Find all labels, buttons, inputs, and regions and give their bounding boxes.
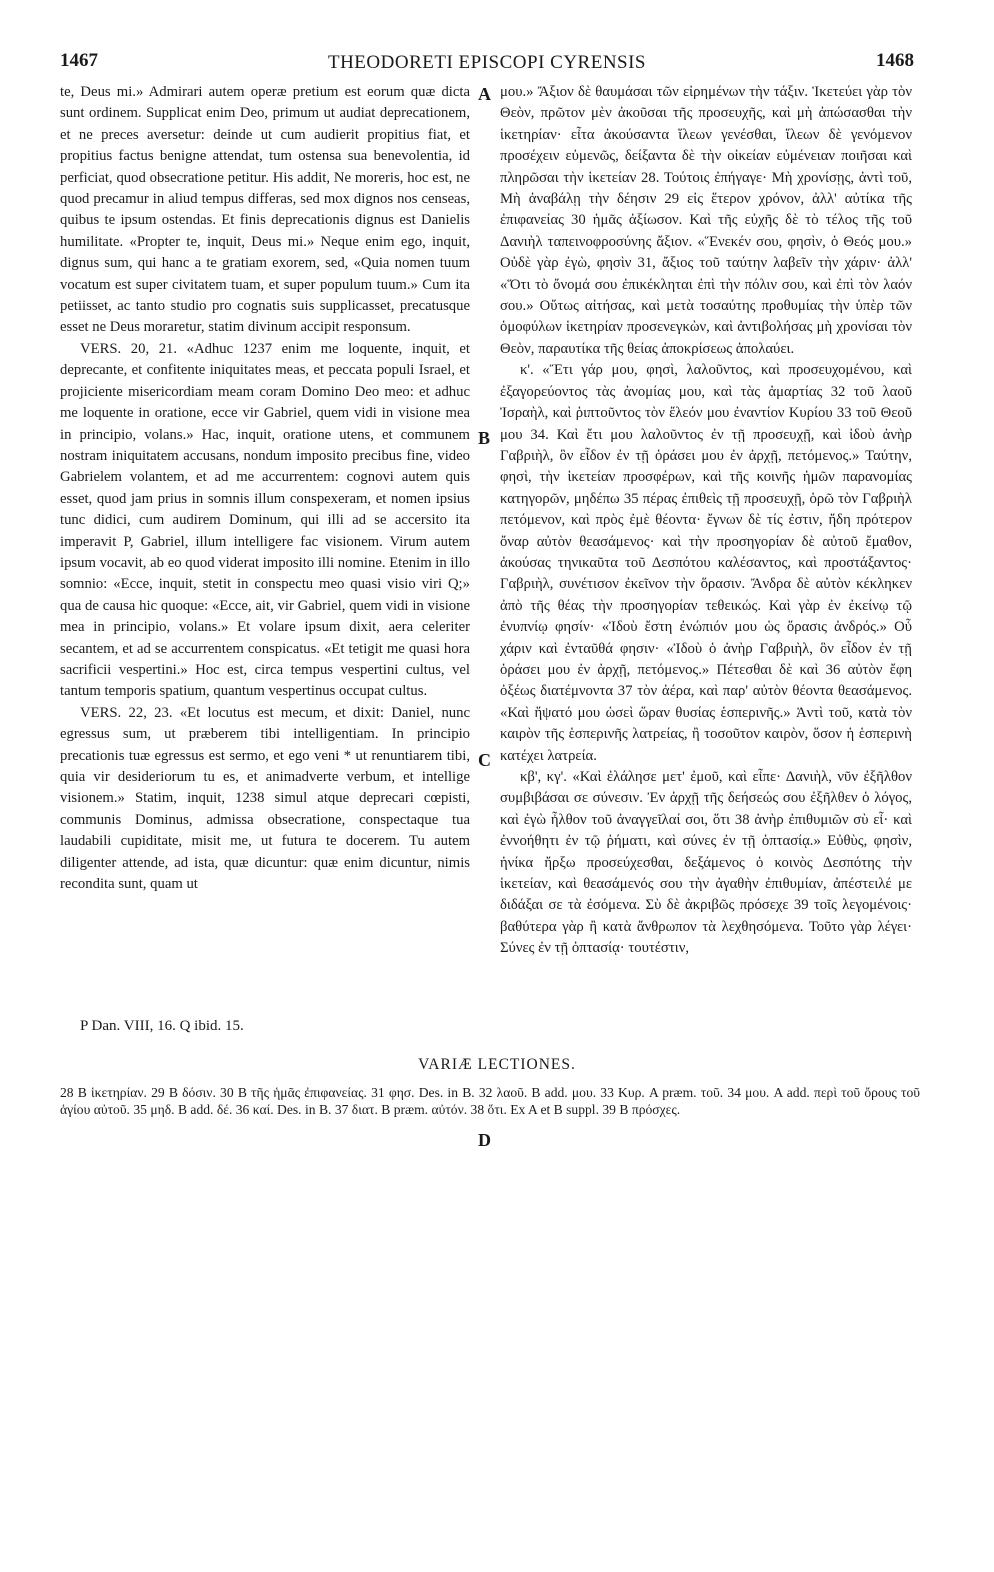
latin-paragraph: VERS. 22, 23. «Et locutus est mecum, et dixit: Daniel, nunc egressus sum, ut præberem tibi intelligentiam. In principio precationis tuæ egressus est sermo, et ego veni * ut renuntiarem tibi, quia vir desideriorum tu es, et animadverte verbum, et intellige visionem.» Statim, inquit, 1238 simul atque deprecari cœpisti, communis Dominus, admissa obsecratione, conspectaque tua laudabili cupiditate, misit me, ut futura te docerem. Tu autem diligenter attende, ad ista, quæ dicuntur: quæ enim dicuntur, nimis recondita sunt, quam ut xyxy=(60,704,470,893)
margin-mark-b: B xyxy=(478,428,491,448)
page-header xyxy=(60,50,914,80)
margin-mark-a: A xyxy=(478,84,491,104)
greek-paragraph: κ'. «Ἔτι γάρ μου, φησὶ, λαλοῦντος, καὶ προσευχομένου, καὶ ἐξαγορεύοντος τὰς ἀνομίας μου, καὶ τὰς ἁμαρτίας 32 τοῦ λαοῦ Ἰσραὴλ, καὶ ῥιπτοῦντος τὸν ἔλεόν μου ἐναντίον Κυρίου 33 τοῦ Θεοῦ μου 34. Καὶ ἔτι μου λαλοῦντος ἐν τῇ προσευχῇ, καὶ ἰδοὺ ἀνὴρ Γαβριὴλ, ὃν εἶδον ἐν τῇ ὁράσει μου ἐν ἀρχῇ, πετόμενος.» Ταύτην, φησὶ, τὴν ἱκετείαν προσφέρων, καὶ τῆς κοινῆς ἡμῶν παρανομίας κατηγορῶν, μηδέπω 35 πέρας ἐπιθεὶς τῇ προσευχῇ, ὁρῶ τὸν Γαβριὴλ πετόμενον, καὶ πρὸς ἐμὲ θέοντα· ἔγνων δὲ τίς ἐστιν, ἤδη πρότερον ὄναρ αὐτὸν θεασάμενος· καὶ τὴν προσηγορίαν δὲ αὐτοῦ ἔμαθον, ἀκούσας τηνικαῦτα τοῦ Δεσπότου καλέσαντος, καὶ προστάξαντος· Γαβριὴλ, συνέτισον ἐκεῖνον τὴν ὅρασιν. Ἄνδρα δὲ αὐτὸν κέκληκεν ἀπὸ τῆς θέας τὴν προσηγορίαν τεθεικώς. Καὶ γὰρ ἐν ἐκείνῳ τῷ ἐνυπνίῳ φησίν· «Ἰδοὺ ἔστη ἐνώπιόν μου ὡς ὅρασις ἀνδρός.» Οὗ χάριν καὶ ἐνταῦθά φησιν· «Ἰδοὺ ὁ ἀνὴρ Γαβριὴλ, ὃν εἶδον ἐν τῇ ὁράσει μου ἐν ἀρχῇ, πετόμενος.» Πέτεσθαι δὲ καὶ 36 αὐτὸν ἔφη ὀξέως διατέμνοντα 37 τὸν ἀέρα, καὶ παρ' αὐτὸν θέοντα θεασάμενος. «Καὶ ἥψατό μου ὡσεὶ ὥραν θυσίας ἑσπερινῆς.» Ἀντὶ τοῦ, κατὰ τὸν καιρὸν τῆς ἑσπερινῆς λατρείας, ἢ τοσοῦτον καιρὸν, ὅσον ἡ ἑσπερινὴ κατέχει λατρεία. xyxy=(500,362,912,764)
page-number-left: 1467 xyxy=(60,50,98,71)
footnote: P Dan. VIII, 16. Q ibid. 15. xyxy=(80,1018,244,1034)
latin-column xyxy=(60,82,470,1002)
margin-mark-d: D xyxy=(478,1130,491,1150)
greek-paragraph: κβ', κγ'. «Καὶ ἐλάλησε μετ' ἐμοῦ, καὶ εἶπε· Δανιὴλ, νῦν ἐξῆλθον συμβιβάσαι σε σύνεσιν. Ἐν ἀρχῇ τῆς δεήσεώς σου ἐξῆλθεν ὁ λόγος, καὶ ἐγὼ ἦλθον τοῦ ἀναγγεῖλαί σοι, ὅτι 38 ἀνὴρ ἐπιθυμιῶν σὺ εἶ· καὶ ἐννοήθητι ἐν τῷ ῥήματι, καὶ σύνες ἐν τῇ ὀπτασίᾳ.» Εὐθὺς, φησὶν, ἡνίκα ἤρξω προσεύχεσθαι, δεξάμενος ὁ κοινὸς Δεσπότης τὴν ἱκετείαν, καὶ θεασάμενός σου τὴν ἀγαθὴν ἐπιθυμίαν, ἀπέστειλέ με διδάξαι σε τὰ ἐσόμενα. Σὺ δὲ ἀκριβῶς πρόσεχε 39 τοῖς λεγομένοις· βαθύτερα γὰρ ἢ κατὰ ἄνθρωπον τὰ λεχθησόμενα. Τοῦτο γὰρ λέγει· Σύνες ἐν τῇ ὀπτασίᾳ· τουτέστιν, xyxy=(500,769,912,957)
greek-column xyxy=(500,82,912,1002)
greek-paragraph: μου.» Ἄξιον δὲ θαυμάσαι τῶν εἰρημένων τὴν τάξιν. Ἱκετεύει γὰρ τὸν Θεὸν, πρῶτον μὲν ἀκοῦσαι τῆς προσευχῆς, καὶ μὴ ἀπώσασθαι τὴν ἱκετηρίαν· εἶτα ἀκούσαντα ἵλεων γενέσθαι, ἵλεων δὲ γενόμενον προσέχειν εὐμενῶς, δείξαντα δὲ τὴν οἰκείαν εὐμένειαν ποιῆσαι καὶ πληρῶσαι τὴν ἱκετείαν 28. Τούτοις ἐπήγαγε· Μὴ χρονίσῃς, ἀντὶ τοῦ, Μὴ ἀναβάλῃ τὴν δέησιν 29 εἰς ἕτερον χρόνον, ἀλλ' αὐτίκα τῆς ἐπιφανείας 30 ἡμᾶς ἀξίωσον. Καὶ τῆς εὐχῆς δὲ τὸ τέλος τῆς τοῦ Δανιὴλ ταπεινοφροσύνης ἄξιον. «Ἕνεκέν σου, φησὶν, ὁ Θεός μου.» Οὐδὲ γὰρ ἐγὼ, φησὶν 31, ἄξιος τοῦ ταύτην λαβεῖν τὴν χάριν· ἀλλ' «Ὅτι τὸ ὄνομά σου ἐπικέκληται ἐπὶ τὴν πόλιν σου, καὶ ἐπὶ τὸν λαόν σου.» Οὕτως αἰτήσας, καὶ μετὰ τοσαύτης προθυμίας τὴν ὑπὲρ τῶν ὁμοφύλων ἱκετηρίαν προσενεγκὼν, καὶ ἀντιβολήσας μὴ χρονίσαι τὸν Θεὸν, παραυτίκα τῆς θείας ἀποκρίσεως ἀπολαύει. xyxy=(500,84,912,357)
latin-paragraph: te, Deus mi.» Admirari autem operæ pretium est eorum quæ dicta sunt ordinem. Supplicat enim Deo, primum ut audiat deprecationem, et ne preces aversetur: deinde ut cum audierit propitius fiat, et propitius factus benigne attendat, tum ostensa sua benevolentia, id perficiat, quod obsecratione petitur. His addit, Ne moreris, hoc est, ne quod precamur in aliud tempus differas, sed mox dignos nos censeas, quibus te ipsum ostendas. Et finis deprecationis dignus est Danielis humilitate. «Propter te, inquit, Deus mi.» Neque enim ego, inquit, dignus sum, qui hanc a te gratiam exorem, sed, «Quia nomen tuum vocatum est super civitatem tuam, et super populum tuum.» Cum ita petiisset, ac tanto studio pro cognatis suis supplicasset, precatusque esset ne Deus moraretur, statim divinum accipit responsum. xyxy=(60,84,470,336)
page-number-right: 1468 xyxy=(876,50,914,71)
margin-mark-c: C xyxy=(478,750,491,770)
running-title: THEODORETI EPISCOPI CYRENSIS xyxy=(327,52,647,73)
variae-text: 28 B ἱκετηρίαν. 29 B δόσιν. 30 B τῆς ἡμᾶς ἐπιφανείας. 31 φησ. Des. in B. 32 λαοῦ. B add. μου. 33 Κυρ. A præm. τοῦ. 34 μου. A add. περὶ τοῦ ὄρους τοῦ ἁγίου αὐτοῦ. 35 μηδ. B add. δέ. 36 καί. Des. in B. 37 διατ. B præm. αὐτόν. 38 ὅτι. Ex A et B suppl. 39 B πρόσχες. xyxy=(60,1085,920,1117)
latin-paragraph: VERS. 20, 21. «Adhuc 1237 enim me loquente, inquit, et deprecante, et confitente iniquitates meas, et peccata populi Israel, et projiciente misericordiam meam coram Domino Deo meo: et adhuc me loquente in oratione, ecce vir Gabriel, quem vidi in visione mea in principio, volans.» Hac, inquit, oratione utens, et communem nostram iniquitatem accusans, nondum imposito precibus fine, video Gabrielem volantem, et ad me accurrentem: cognovi autem quis esset, quod jam prius in somnis illum conspexeram, et nomen ipsius tunc didici, cum audirem Dominum, qui illi ad se accersito ita imperavit P, Gabriel, illum intelligere fac visionem. Virum autem ipsum vocavit, ab eo quod viderat imposito illi nomine. Etenim in illo somnio: «Ecce, inquit, stetit in conspectu meo quasi visio viri Q;» qua de causa hic quoque: «Ecce, ait, vir Gabriel, quem vidi in visione mea in principio, volans.» Et volare ipsum dixit, aera celeriter secantem, et ad se accurrentem conspicatus. «Et tetigit me quasi hora sacrificii vespertini.» Hoc est, circa tempus vespertini cultus, vel tantum temporis spatium, quantum vespertinus occupat cultus. xyxy=(60,340,470,700)
variae-heading: VARIÆ LECTIONES. xyxy=(418,1056,576,1073)
